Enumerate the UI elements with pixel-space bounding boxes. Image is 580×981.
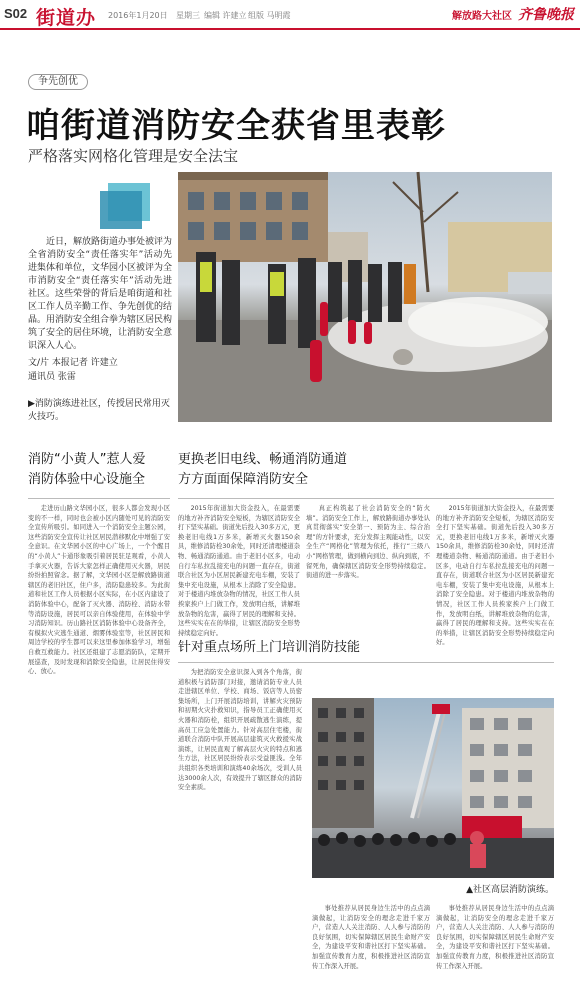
article-headline: 咱街道消防安全获省里表彰 bbox=[26, 106, 446, 146]
section-body-training-cont: 事处推荐从居民身边生活中的点点滴滴做起，让消防安全的理念走进千家万户，营造人人关注消防、人人参与消防的良好氛围，切实保障辖区居民生命财产安全，为建设平安和谐社区打下坚实基础。加强宣传教育力度，积极推进社区消防宣传工作深入开展。 bbox=[312, 905, 430, 970]
article-byline bbox=[28, 356, 178, 384]
article-tag: 争先创优 bbox=[28, 74, 88, 90]
brand bbox=[452, 4, 574, 24]
section-body-mascot: 走进历山路文华园小区，很多人都会发现小区变的不一样，同时也会被小区内随处可见的消防安全宣传所吸引。如同进入一个消防安全主题公园，这些消防安全宣传让社区居民潜移默化中增强了安全意识。在文华园小区的中心广场上，一个个醒目的“小黄人”卡通形象吸引着居民驻足观看，小黄人手拿灭火器，告诉大家怎样正确使用灭火器，居民纷纷拍照留念。据了解，文华园小区是解放路街道辖区的老旧社区，住户多，消防隐患较多。为此街道和社区工作人员根据小区实际，在小区内建设了消防体验中心，配备了灭火器、消防栓、消防水带等消防设施，居民可以亲自体验使用，在体验中学习消防知识。历山路社区消防体验中心设备齐全，有模拟火灾逃生通道、烟雾体验室等，社区居民和周边学校的学生都可以来这里参加体验学习，增强自救互救能力。社区还组建了志愿消防队，定期开展巡查，及时发现和消除安全隐患，让居民住得安心、放心。 bbox=[28, 505, 170, 676]
section-divider bbox=[28, 498, 170, 499]
caption-arrow-icon: ▶ bbox=[28, 399, 35, 409]
article-intro: 近日，解放路街道办事处被评为全省消防安全“责任落实年”活动先进集体和单位，文华园小区被评为全市消防安全“责任落实年”活动先进社区。这些荣誉的背后是咱街道和社区工作人员辛勤工作、争先创优的结晶。用消防安全组合拳为辖区居民构筑了安全的居住环境，让消防安全意识深入人心。 bbox=[28, 237, 173, 351]
fire-drill-illustration bbox=[178, 172, 552, 422]
page-header bbox=[0, 0, 580, 30]
byline-correspondent: 通讯员 张雷 bbox=[28, 372, 76, 382]
section-body-wiring-cont: 真正构筑起了社会消防安全的“防火墙”。消防安全工作上，解放路街道办事处认真贯彻落实“安全第一、预防为主、综合治理”的方针要求，充分发挥主观能动性，以安全生产“网格化”管理为依托，推行“三级八小”网格管理，做到横向到边、纵向到底，不留死角，确保辖区消防安全形势持续稳定。街道的进一步落实。 bbox=[306, 505, 430, 580]
photo-highrise-drill bbox=[312, 698, 554, 878]
brand-section-name: 解放路大社区 bbox=[452, 10, 512, 22]
section-divider bbox=[178, 662, 554, 663]
newspaper-logo: 齐鲁晚报 bbox=[518, 7, 574, 23]
article-subhead: 严格落实网格化管理是安全法宝 bbox=[28, 147, 239, 165]
section-body-wiring: 2015年街道加大资金投入，在最需要的地方补齐消防安全短板，为辖区消防安全打下坚实基础。街道先后投入30多万元，更换老旧电线1万多米，新增灭火器150余具，维修消防栓30余处，同时还清理楼道杂物、畅通消防通道。由于老旧小区多，电动自行车私拉乱接充电的问题一直存在，街道联合社区为小区居民新建充电车棚，安装了集中充电设施，从根本上消除了安全隐患。对于楼道内堆放杂物的情况，社区工作人员挨家挨户上门做工作，发放明白纸，讲解堆放杂物的危害，赢得了居民的理解和支持。这些实实在在的举措，让辖区消防安全形势持续稳定向好。 bbox=[178, 505, 300, 637]
issue-weekday: 星期三 bbox=[176, 11, 200, 20]
section-title-training: 针对重点场所上门培训消防技能 bbox=[178, 640, 361, 655]
section-body-training-cont2: 事处推荐从居民身边生活中的点点滴滴做起，让消防安全的理念走进千家万户，营造人人关注消防、人人参与消防的良好氛围，切实保障辖区居民生命财产安全，为建设平安和谐社区打下坚实基础。加强宣传教育力度，积极推进社区消防宣传工作深入开展。 bbox=[436, 905, 554, 970]
editor: 编辑 许建立 bbox=[204, 11, 247, 20]
photo-fire-drill bbox=[178, 172, 552, 422]
photo-caption-drill: ▶消防演练进社区，传授居民常用灭火技巧。 bbox=[28, 399, 170, 422]
photo-caption-highrise: ▲社区高层消防演练。 bbox=[466, 885, 554, 895]
section-title-mascot: 消防“小黄人”惹人爱 消防体验中心设施全 bbox=[28, 452, 146, 487]
section-body-wiring-cont2: 2015年街道加大资金投入，在最需要的地方补齐消防安全短板，为辖区消防安全打下坚实基础。街道先后投入30多万元，更换老旧电线1万多米，新增灭火器150余具，维修消防栓30余处，同时还清理楼道杂物、畅通消防通道。由于老旧小区多，电动自行车私拉乱接充电的问题一直存在，街道联合社区为小区居民新建充电车棚，安装了集中充电设施，从根本上消除了安全隐患。对于楼道内堆放杂物的情况，社区工作人员挨家挨户上门做工作，发放明白纸，讲解堆放杂物的危害，赢得了居民的理解和支持。这些实实在在的举措，让辖区消防安全形势持续稳定向好。 bbox=[436, 505, 554, 647]
highrise-drill-illustration bbox=[312, 698, 554, 878]
section-title-wiring: 更换老旧电线、畅通消防通道 方方面面保障消防安全 bbox=[178, 452, 348, 487]
layout-editor: 组版 马明霞 bbox=[248, 11, 291, 20]
issue-date: 2016年1月20日 bbox=[108, 11, 168, 20]
decorative-square-shadow bbox=[100, 191, 142, 229]
section-name: 街道办 bbox=[36, 7, 97, 29]
byline-reporter: 文/片 本报记者 许建立 bbox=[28, 358, 118, 368]
section-body-training: 为把消防安全意识深入到各个角落，街道积极与消防部门对接，邀请消防专业人员走进辖区单位、学校、商场、饭店等人员密集场所，上门开展消防培训，讲解火灾预防和初期火灾扑救知识，指导员工正确使用灭火器和消防栓，组织开展疏散逃生演练，提高员工应急处置能力。针对高层住宅楼，街道联合消防中队开展高层建筑灭火救援实战演练，让居民直观了解高层火灾的特点和逃生方法，社区居民纷纷表示受益匪浅。全年共组织各类培训和演练40余场次，受训人员达3000余人次，有效提升了辖区群众的消防安全素质。 bbox=[178, 669, 302, 792]
page-number: S02 bbox=[4, 6, 28, 21]
section-divider bbox=[178, 498, 554, 499]
